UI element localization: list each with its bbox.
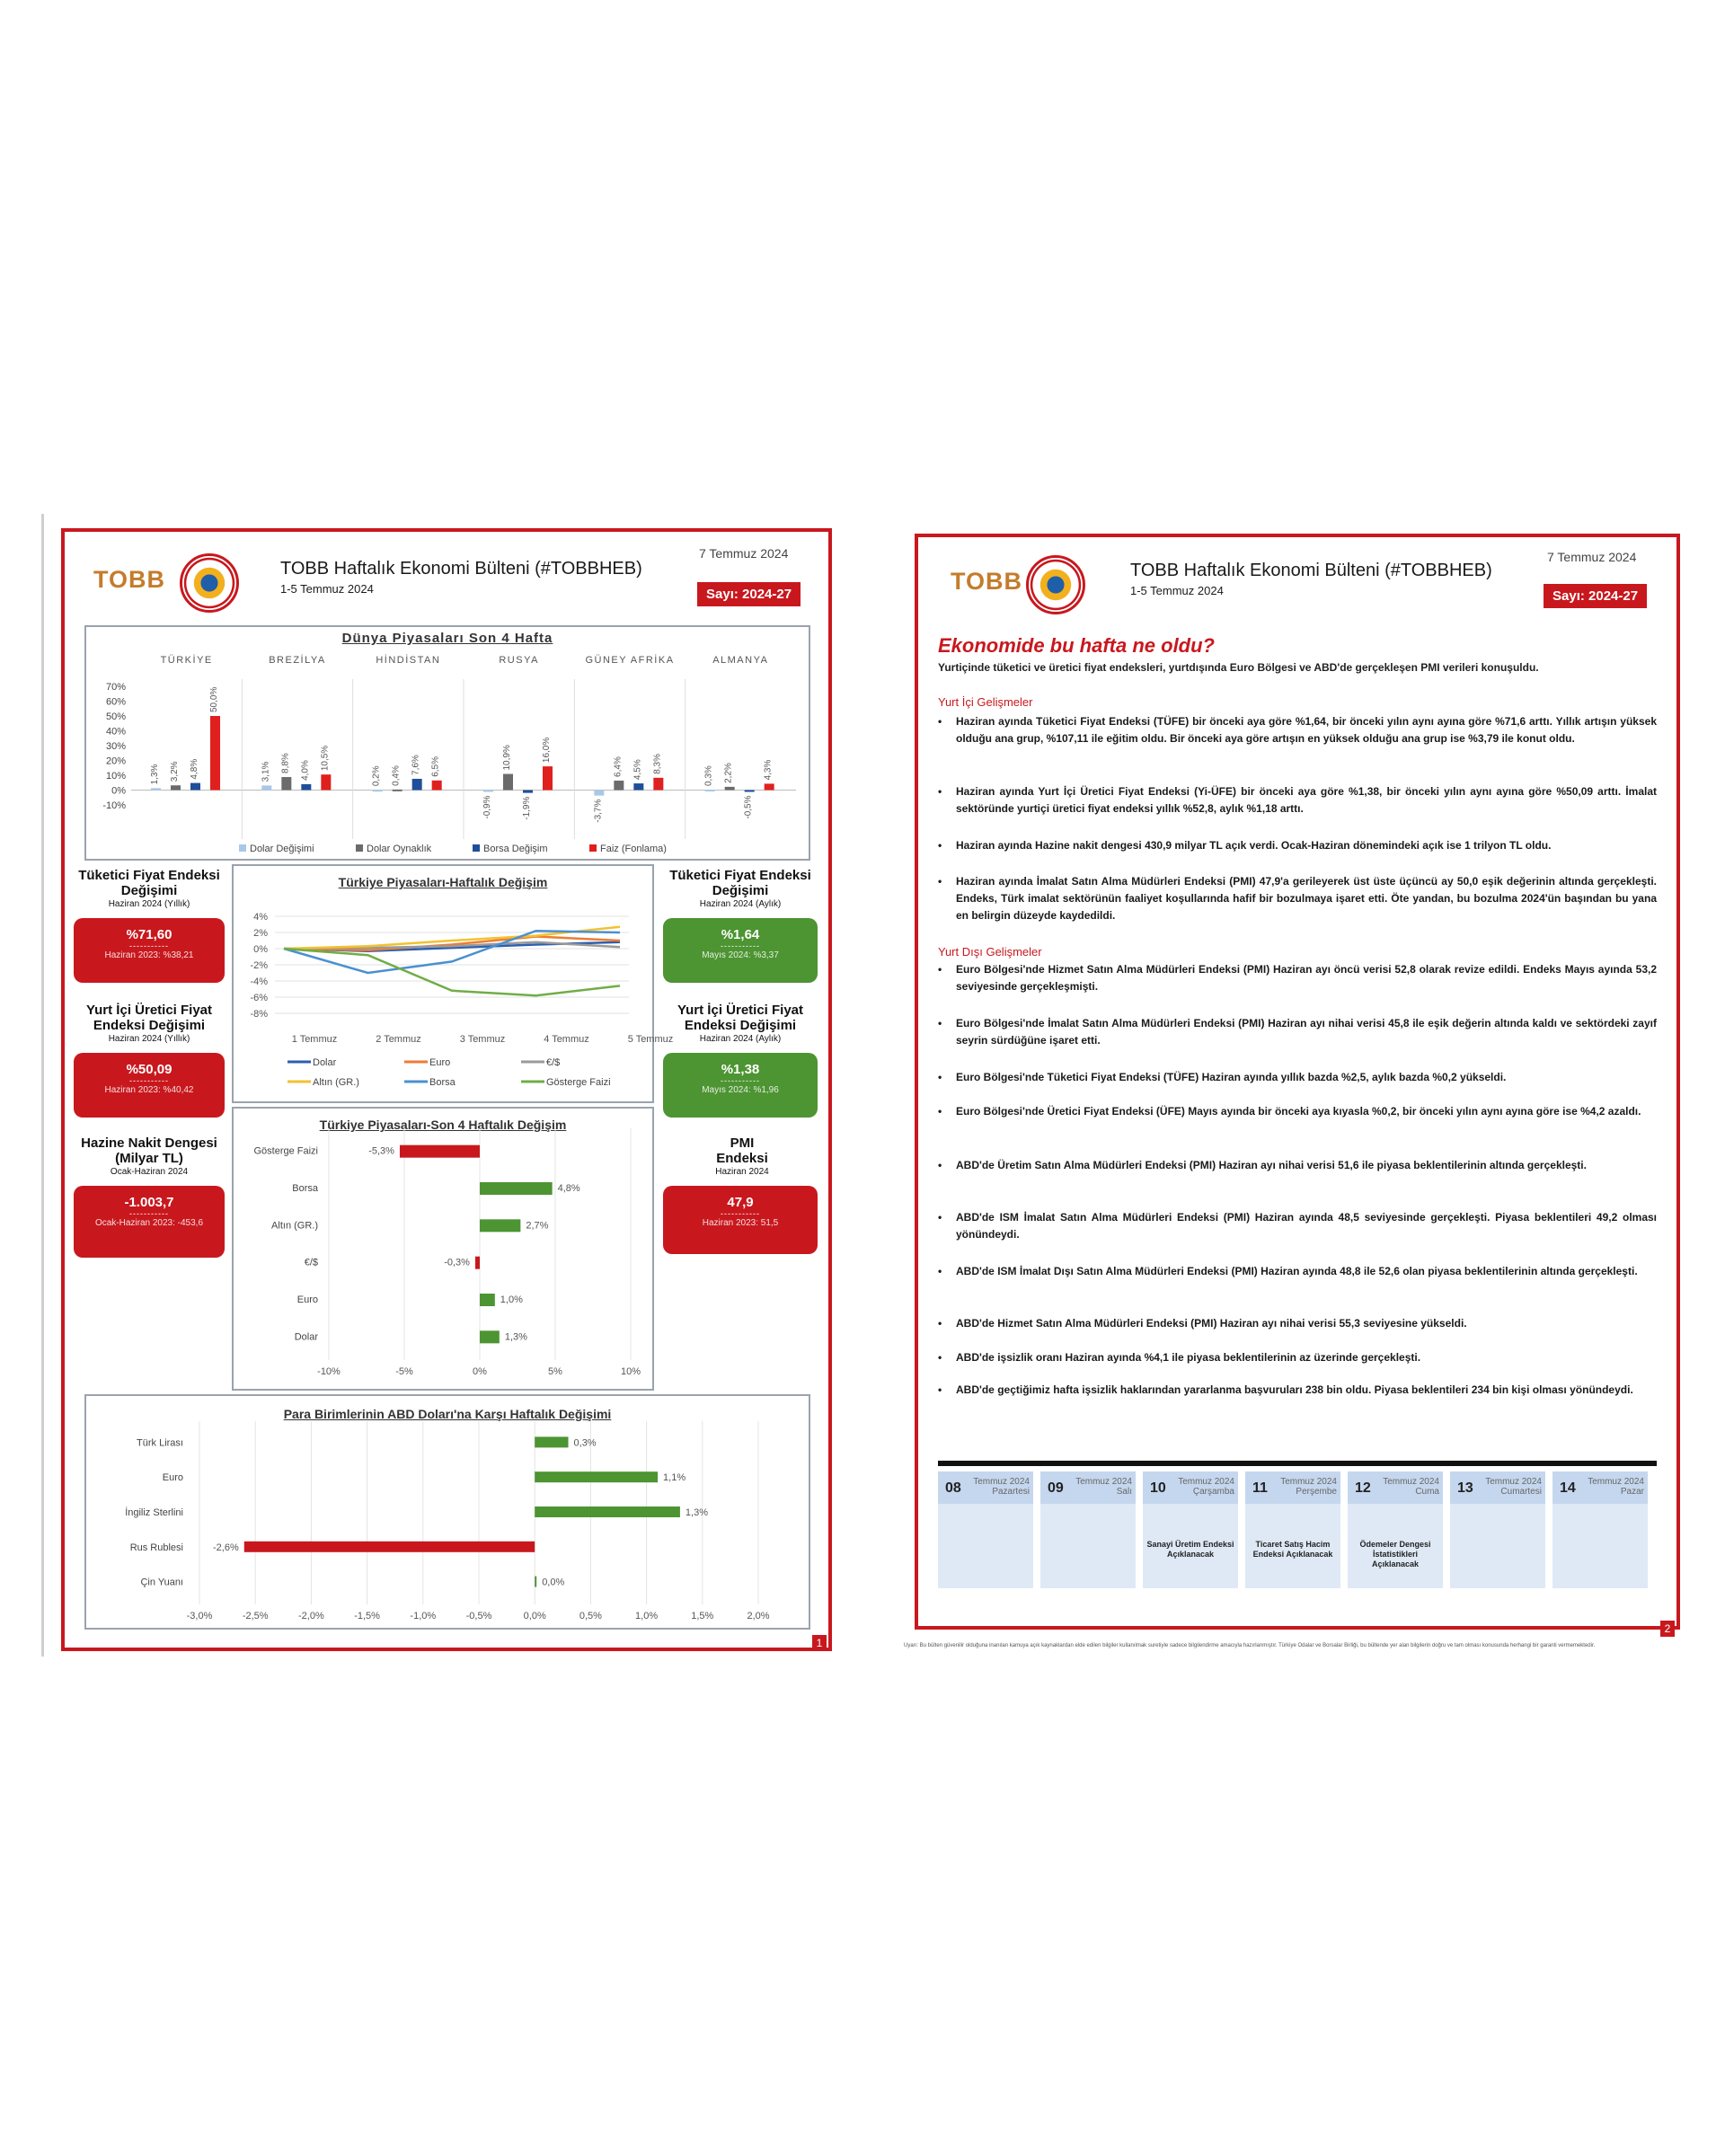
- data-label: 10,9%: [502, 745, 512, 771]
- data-label: -0,5%: [743, 795, 754, 819]
- data-label: -2,6%: [213, 1542, 239, 1553]
- data-label: 0,0%: [542, 1577, 565, 1588]
- bar: [535, 1471, 658, 1482]
- data-label: 4,5%: [632, 759, 643, 781]
- calendar-day-header: [938, 1471, 1033, 1504]
- bar: [400, 1145, 480, 1158]
- x-tick-label: -2,5%: [242, 1611, 269, 1621]
- y-tick-label: 40%: [105, 726, 126, 738]
- bullet-item: • Euro Bölgesi'nde Tüketici Fiyat Endeksi (TÜFE) Haziran ayında yıllık bazda %2,5, aylık bazda %0,2 yükseldi.: [938, 1071, 1507, 1083]
- x-tick-label: 3 Temmuz: [459, 1034, 506, 1045]
- bar-faiz-fonlama-: [210, 716, 220, 791]
- category-label: Euro: [162, 1472, 183, 1484]
- bulletin-date-range: 1-5 Temmuz 2024: [1130, 584, 1224, 597]
- intro-text: Yurtiçinde tüketici ve üretici fiyat endeksleri, yurtdışında Euro Bölgesi ve ABD'de gerçekleşen PMI verileri konuşuldu.: [938, 661, 1539, 674]
- calendar-day-header: [1143, 1471, 1238, 1504]
- bar-dolar-oynakl-k: [393, 790, 402, 791]
- world-markets-panel: [84, 625, 810, 861]
- legend-label: Faiz (Fonlama): [600, 844, 667, 854]
- calendar-day-number: 11: [1252, 1480, 1268, 1496]
- series-line-g-sterge-faizi: [284, 949, 620, 995]
- x-tick-label: -3,0%: [186, 1611, 213, 1621]
- kpi-value: %1,64: [721, 927, 760, 942]
- x-tick-label: 4 Temmuz: [544, 1034, 589, 1045]
- calendar-day-month: Temmuz 2024 Pazar: [1588, 1477, 1644, 1497]
- country-label: ALMANYA: [712, 655, 769, 666]
- x-tick-label: 0,0%: [523, 1611, 546, 1621]
- bar-dolar-oynakl-k: [171, 785, 181, 790]
- data-label: 0,4%: [391, 765, 402, 786]
- weekly-change-title: Türkiye Piyasaları-Haftalık Değişim: [338, 875, 548, 889]
- calendar-day-month: Temmuz 2024 Çarşamba: [1178, 1477, 1234, 1497]
- data-label: 16,0%: [542, 737, 552, 764]
- kpi-ufe-aylik-box: %1,38 ----------- Mayıs 2024: %1,96: [663, 1053, 818, 1118]
- kpi-previous: Haziran 2023: 51,5: [702, 1218, 779, 1228]
- disclaimer: Uyarı: Bu bülten güvenilir olduğuna inanılan kamuya açık kaynaklardan elde edilen bilgiler kullanılmak suretiyle sadece bilgilendirme amacıyla hazırlanmıştır. Türkiye Odalar ve Borsalar Birliği, bu bültende yer alan bilgilerin doğru ve tam olması konusunda herhangi bir garanti vermemektedir.: [904, 1643, 1596, 1648]
- bar: [480, 1294, 495, 1306]
- x-tick-label: 1 Temmuz: [291, 1034, 338, 1045]
- data-label: 50,0%: [209, 686, 219, 712]
- calendar-day: [1040, 1471, 1136, 1588]
- calendar-day-month: Temmuz 2024 Cuma: [1383, 1477, 1439, 1497]
- weekly-change-chart: [234, 866, 674, 1101]
- bullet-item: • ABD'de ISM İmalat Dışı Satın Alma Müdürleri Endeksi (PMI) Haziran ayında 48,8 ile 52,6 olan piyasa beklentilerinin altında gerçekleşti.: [938, 1265, 1638, 1277]
- y-tick-label: 0%: [111, 785, 126, 797]
- bar-dolar-oynakl-k: [281, 777, 291, 791]
- data-label: 10,5%: [320, 745, 331, 772]
- world-markets-title: Dünya Piyasaları Son 4 Hafta: [341, 631, 553, 646]
- x-tick-label: 2,0%: [747, 1611, 770, 1621]
- kpi-tufe-yillik-box: %71,60 ----------- Haziran 2023: %38,21: [74, 918, 225, 983]
- bar-dolar-de-i-imi: [151, 788, 161, 790]
- calendar-day-month: Temmuz 2024 Cumartesi: [1485, 1477, 1542, 1497]
- tobb-seal-icon: [180, 553, 239, 613]
- legend-swatch: [356, 844, 363, 852]
- bullet-item: • ABD'de geçtiğimiz hafta işsizlik haklarından yararlanma başvuruları 238 bin oldu. Piyasa beklentileri 234 bin kişi olması yönündeydi.: [938, 1383, 1633, 1396]
- legend-swatch: [473, 844, 480, 852]
- y-tick-label: 30%: [105, 741, 126, 752]
- legend-swatch: [589, 844, 597, 852]
- y-tick-label: -10%: [102, 800, 126, 811]
- kpi-value: -1.003,7: [124, 1195, 174, 1210]
- bulletin-page-1: [61, 528, 832, 1651]
- y-tick-label: -6%: [250, 993, 268, 1003]
- kpi-pmi-box: 47,9 ----------- Haziran 2023: 51,5: [663, 1186, 818, 1254]
- x-tick-label: 2 Temmuz: [376, 1034, 421, 1045]
- domestic-heading: Yurt İçi Gelişmeler: [938, 695, 1033, 709]
- legend-label: Dolar: [313, 1057, 337, 1068]
- data-label: 1,3%: [504, 1331, 527, 1343]
- page-header: [65, 532, 828, 631]
- data-label: 0,3%: [573, 1437, 597, 1449]
- x-tick-label: -1,0%: [410, 1611, 437, 1621]
- bulletin-title: TOBB Haftalık Ekonomi Bülteni (#TOBBHEB): [1130, 561, 1492, 580]
- four-week-title: Türkiye Piyasaları-Son 4 Haftalık Değişim: [319, 1118, 567, 1132]
- calendar-day: [1348, 1471, 1443, 1588]
- y-tick-label: 10%: [105, 771, 126, 782]
- data-label: -1,9%: [522, 796, 532, 820]
- bar-borsa-de-i-im: [190, 783, 200, 791]
- x-tick-label: 1,5%: [691, 1611, 714, 1621]
- category-label: Dolar: [294, 1331, 318, 1343]
- page-header: [918, 537, 1676, 636]
- kpi-ufe-yillik-title: Yurt İçi Üretici Fiyat Endeksi Değişimi Haziran 2024 (Yıllık): [85, 1003, 213, 1044]
- kpi-hazine-box: -1.003,7 ----------- Ocak-Haziran 2023: -453,6: [74, 1186, 225, 1258]
- calendar-day-number: 09: [1048, 1480, 1064, 1496]
- calendar-event: Ödemeler Dengesi İstatistikleri Açıklanacak: [1359, 1540, 1431, 1568]
- data-label: 7,6%: [411, 755, 421, 775]
- calendar-day-header: [1040, 1471, 1136, 1504]
- calendar-day-header: [1552, 1471, 1648, 1504]
- bar: [480, 1182, 553, 1195]
- category-label: Altın (GR.): [271, 1220, 318, 1232]
- bar: [535, 1577, 536, 1587]
- bar-faiz-fonlama-: [432, 781, 442, 791]
- y-tick-label: 50%: [105, 711, 126, 722]
- category-label: Euro: [296, 1294, 318, 1305]
- legend-label: Dolar Oynaklık: [367, 844, 432, 854]
- legend-label: Borsa: [429, 1077, 456, 1088]
- y-tick-label: 70%: [105, 682, 126, 693]
- calendar-day: [1245, 1471, 1340, 1588]
- calendar-day-number: 08: [945, 1480, 961, 1496]
- kpi-hazine-title: Hazine Nakit Dengesi (Milyar TL) Ocak-Haziran 2024: [81, 1135, 217, 1177]
- calendar-day-number: 12: [1355, 1480, 1371, 1496]
- data-label: 3,2%: [170, 761, 180, 782]
- x-tick-label: 10%: [620, 1366, 641, 1377]
- bar-borsa-de-i-im: [412, 779, 422, 791]
- currency-chart: [86, 1396, 809, 1628]
- bullet-item: • Euro Bölgesi'nde Üretici Fiyat Endeksi (ÜFE) Mayıs ayında bir önceki aya kıyasla %0,2, bir önceki yılın aynı ayına göre ise %4,2 azaldı.: [938, 1105, 1641, 1118]
- bar-dolar-oynakl-k: [725, 787, 735, 791]
- legend-swatch: [239, 844, 246, 852]
- bullet-item: • Haziran ayında Tüketici Fiyat Endeksi (TÜFE) bir önceki aya göre %1,64, bir önceki yılın aynı ayına göre %71,6 arttı. Yıllık artışın yüksek olduğu ana grup, %107,11 ile eğitim oldu. Bir önceki aya göre artışın en yüksek olduğu ana grup ise %3,79 ile konut oldu.: [938, 715, 1657, 745]
- legend-label: Altın (GR.): [313, 1077, 359, 1088]
- data-label: 6,5%: [430, 755, 441, 777]
- x-tick-label: -10%: [317, 1366, 341, 1377]
- bar-borsa-de-i-im: [523, 791, 533, 793]
- bar-borsa-de-i-im: [633, 783, 643, 790]
- country-label: BREZİLYA: [269, 655, 326, 666]
- x-tick-label: 1,0%: [635, 1611, 659, 1621]
- y-tick-label: -8%: [250, 1009, 268, 1020]
- calendar-day: [1450, 1471, 1545, 1588]
- tobb-logo-text: TOBB: [951, 568, 1023, 595]
- data-label: 2,2%: [723, 763, 734, 783]
- bar-dolar-de-i-imi: [373, 790, 383, 791]
- kpi-ufe-yillik-box: %50,09 ----------- Haziran 2023: %40,42: [74, 1053, 225, 1118]
- bulletin-date-range: 1-5 Temmuz 2024: [280, 582, 374, 596]
- calendar-day-header: [1348, 1471, 1443, 1504]
- bar-faiz-fonlama-: [765, 783, 774, 790]
- calendar-day: [1143, 1471, 1238, 1588]
- legend-label: Gösterge Faizi: [546, 1077, 611, 1088]
- data-label: 4,8%: [190, 758, 199, 780]
- bullet-item: • Euro Bölgesi'nde Hizmet Satın Alma Müdürleri Endeksi (PMI) Haziran ayı öncü verisi 52,8 olarak revize edildi. Endeks Mayıs ayında 53,2 seviyesinde gerçekleşmişti.: [938, 963, 1657, 993]
- bulletin-date: 7 Temmuz 2024: [699, 546, 789, 561]
- legend-label: Borsa Değişim: [483, 844, 548, 854]
- kpi-value: %50,09: [126, 1062, 172, 1077]
- bullet-item: • ABD'de işsizlik oranı Haziran ayında %4,1 ile piyasa beklentilerinin az üzerinde gerçekleşti.: [938, 1351, 1421, 1364]
- kpi-tufe-aylik-box: %1,64 ----------- Mayıs 2024: %3,37: [663, 918, 818, 983]
- calendar-day: [938, 1471, 1033, 1588]
- data-label: -0,9%: [482, 795, 492, 819]
- bar-dolar-oynakl-k: [503, 774, 513, 791]
- data-label: 4,8%: [557, 1183, 580, 1194]
- kpi-value: 47,9: [727, 1195, 754, 1210]
- y-tick-label: 4%: [253, 912, 268, 923]
- data-label: 1,3%: [685, 1507, 708, 1518]
- bar: [480, 1219, 520, 1232]
- page-number: 2: [1660, 1621, 1675, 1637]
- bar-faiz-fonlama-: [321, 774, 331, 790]
- calendar-day-header: [1450, 1471, 1545, 1504]
- country-label: GÜNEY AFRİKA: [585, 655, 675, 666]
- category-label: Türk Lirası: [137, 1437, 183, 1449]
- currency-title: Para Birimlerinin ABD Doları'na Karşı Haftalık Değişimi: [283, 1407, 612, 1421]
- legend-label: Dolar Değişimi: [250, 844, 314, 854]
- bulletin-title: TOBB Haftalık Ekonomi Bülteni (#TOBBHEB): [280, 559, 642, 579]
- data-label: 8,3%: [652, 754, 663, 774]
- category-label: €/$: [304, 1257, 318, 1268]
- kpi-previous: Ocak-Haziran 2023: -453,6: [94, 1218, 204, 1228]
- foreign-heading: Yurt Dışı Gelişmeler: [938, 945, 1042, 959]
- page-number: 1: [812, 1635, 827, 1651]
- data-label: 4,3%: [763, 759, 774, 781]
- bar: [475, 1257, 480, 1269]
- weekly-change-panel: [232, 864, 674, 1103]
- bar-dolar-de-i-imi: [705, 790, 715, 791]
- calendar-event: Sanayi Üretim Endeksi Açıklanacak: [1146, 1540, 1234, 1559]
- data-label: 0,2%: [371, 765, 382, 787]
- bar: [535, 1436, 568, 1447]
- kpi-previous: Haziran 2023: %40,42: [104, 1085, 194, 1095]
- kpi-value: %71,60: [126, 927, 172, 942]
- four-week-panel: [232, 1107, 654, 1391]
- bullet-item: • ABD'de Hizmet Satın Alma Müdürleri Endeksi (PMI) Haziran ayı nihai verisi 55,3 seviyesine yükseldi.: [938, 1317, 1467, 1330]
- data-label: -5,3%: [368, 1145, 394, 1157]
- data-label: 6,4%: [613, 756, 624, 777]
- data-label: -0,3%: [444, 1257, 470, 1268]
- calendar-day-number: 14: [1560, 1480, 1576, 1496]
- y-tick-label: 20%: [105, 755, 126, 767]
- x-tick-label: -5%: [395, 1366, 413, 1377]
- left-edge-rule: [41, 514, 44, 1657]
- issue-badge: Sayı: 2024-27: [1544, 584, 1647, 608]
- bar-dolar-oynakl-k: [614, 781, 624, 791]
- x-tick-label: -1,5%: [354, 1611, 380, 1621]
- data-label: -3,7%: [593, 799, 604, 823]
- data-label: 0,3%: [703, 765, 714, 787]
- x-tick-label: 5%: [548, 1366, 562, 1377]
- data-label: 8,8%: [280, 753, 291, 773]
- bar: [535, 1507, 680, 1517]
- bar-faiz-fonlama-: [543, 766, 553, 790]
- four-week-chart: [234, 1109, 652, 1389]
- x-tick-label: 5 Temmuz: [627, 1034, 674, 1045]
- kpi-ufe-aylik-title: Yurt İçi Üretici Fiyat Endeksi Değişimi Haziran 2024 (Aylık): [677, 1003, 804, 1044]
- bullet-item: • ABD'de Üretim Satın Alma Müdürleri Endeksi (PMI) Haziran ayı nihai verisi 51,6 ile piyasa beklentilerinin altında gerçekleşti.: [938, 1159, 1587, 1171]
- calendar-day-number: 13: [1457, 1480, 1473, 1496]
- calendar-day-header: [1245, 1471, 1340, 1504]
- bullet-item: • Haziran ayında Hazine nakit dengesi 430,9 milyar TL açık verdi. Ocak-Haziran dönemindeki açık ise 1 trilyon TL oldu.: [938, 839, 1552, 852]
- bar-dolar-de-i-imi: [483, 791, 493, 792]
- y-tick-label: -4%: [250, 976, 268, 987]
- legend-label: €/$: [546, 1057, 561, 1068]
- y-tick-label: 0%: [253, 944, 268, 955]
- kpi-tufe-yillik-title: Tüketici Fiyat Endeksi Değişimi Haziran 2024 (Yıllık): [78, 868, 220, 909]
- calendar-rule: [938, 1461, 1657, 1466]
- currency-panel: [84, 1394, 810, 1630]
- category-label: Borsa: [292, 1183, 318, 1194]
- data-label: 3,1%: [261, 761, 271, 782]
- tobb-seal-icon: [1026, 555, 1085, 614]
- tobb-logo-text: TOBB: [93, 566, 166, 593]
- calendar-day: [1552, 1471, 1648, 1588]
- x-tick-label: 0%: [473, 1366, 487, 1377]
- bar-dolar-de-i-imi: [261, 785, 271, 790]
- kpi-pmi-title: PMI Endeksi Haziran 2024: [715, 1135, 769, 1177]
- y-tick-label: 2%: [253, 928, 268, 939]
- country-label: TÜRKİYE: [160, 655, 213, 666]
- kpi-previous: Mayıs 2024: %3,37: [702, 950, 779, 960]
- data-label: 1,0%: [500, 1294, 523, 1305]
- calendar-event: Ticaret Satış Hacim Endeksi Açıklanacak: [1252, 1540, 1333, 1559]
- bulletin-page-2: [904, 534, 1680, 1648]
- bar-borsa-de-i-im: [301, 784, 311, 791]
- bar: [480, 1330, 500, 1343]
- world-markets-chart: [86, 627, 809, 859]
- bar-borsa-de-i-im: [745, 791, 755, 792]
- legend-label: Euro: [429, 1057, 451, 1068]
- x-tick-label: -0,5%: [465, 1611, 492, 1621]
- bullet-item: • Euro Bölgesi'nde İmalat Satın Alma Müdürleri Endeksi (PMI) Haziran ayı nihai verisi 45,8 ile eşik değerin altında kaldı ve sektördeki zayıf seyrin sürdüğüne işaret etti.: [938, 1017, 1657, 1047]
- bullet-item: • Haziran ayında İmalat Satın Alma Müdürleri Endeksi (PMI) 47,9'a gerileyerek üst üste üçüncü ay 50,0 eşik değerinin altında gerçekleşti. Endeks, Türk imalat sektörünün faaliyet koşullarında hafif bir bozulmaya işaret etti. Öte yandan, bu bozulma 2024'ün başından bu yana en belirgin düzeyde kaydedildi.: [938, 875, 1657, 922]
- calendar-day-month: Temmuz 2024 Perşembe: [1280, 1477, 1337, 1497]
- bar-dolar-de-i-imi: [594, 791, 604, 796]
- calendar-day-month: Temmuz 2024 Pazartesi: [973, 1477, 1030, 1497]
- bullet-item: • Haziran ayında Yurt İçi Üretici Fiyat Endeksi (Yi-ÜFE) bir önceki aya göre %1,38, bir önceki yılın aynı ayına göre %50,09 arttı. İmalat sektöründe yurtiçi üretici fiyat endeksi yıllık %52,8, aylık %1,18 arttı.: [938, 785, 1657, 815]
- category-label: İngiliz Sterlini: [125, 1507, 183, 1518]
- calendar-day-number: 10: [1150, 1480, 1166, 1496]
- country-label: HİNDİSTAN: [376, 655, 441, 666]
- kpi-previous: Mayıs 2024: %1,96: [702, 1085, 779, 1095]
- bulletin-date: 7 Temmuz 2024: [1547, 550, 1637, 564]
- bar: [244, 1542, 535, 1552]
- kpi-value: %1,38: [721, 1062, 760, 1077]
- country-label: RUSYA: [499, 655, 539, 666]
- bullet-item: • ABD'de ISM İmalat Satın Alma Müdürleri Endeksi (PMI) Haziran ayında 48,5 seviyesinde gerçekleşti. Piyasa beklentileri 49,2 olması yönündeydi.: [938, 1211, 1657, 1241]
- x-tick-label: 0,5%: [579, 1611, 602, 1621]
- kpi-previous: Haziran 2023: %38,21: [104, 950, 194, 960]
- data-label: 4,0%: [300, 760, 311, 781]
- calendar-day-month: Temmuz 2024 Salı: [1075, 1477, 1132, 1497]
- category-label: Çin Yuanı: [140, 1577, 183, 1588]
- section-heading: Ekonomide bu hafta ne oldu?: [938, 634, 1215, 657]
- data-label: 1,1%: [663, 1472, 686, 1484]
- x-tick-label: -2,0%: [298, 1611, 324, 1621]
- category-label: Gösterge Faizi: [253, 1145, 318, 1157]
- category-label: Rus Rublesi: [129, 1542, 183, 1553]
- kpi-tufe-aylik-title: Tüketici Fiyat Endeksi Değişimi Haziran 2024 (Aylık): [669, 868, 811, 909]
- y-tick-label: -2%: [250, 960, 268, 971]
- issue-badge: Sayı: 2024-27: [697, 582, 801, 606]
- bar-faiz-fonlama-: [653, 778, 663, 791]
- y-tick-label: 60%: [105, 696, 126, 708]
- data-label: 2,7%: [526, 1220, 549, 1232]
- data-label: 1,3%: [150, 764, 160, 785]
